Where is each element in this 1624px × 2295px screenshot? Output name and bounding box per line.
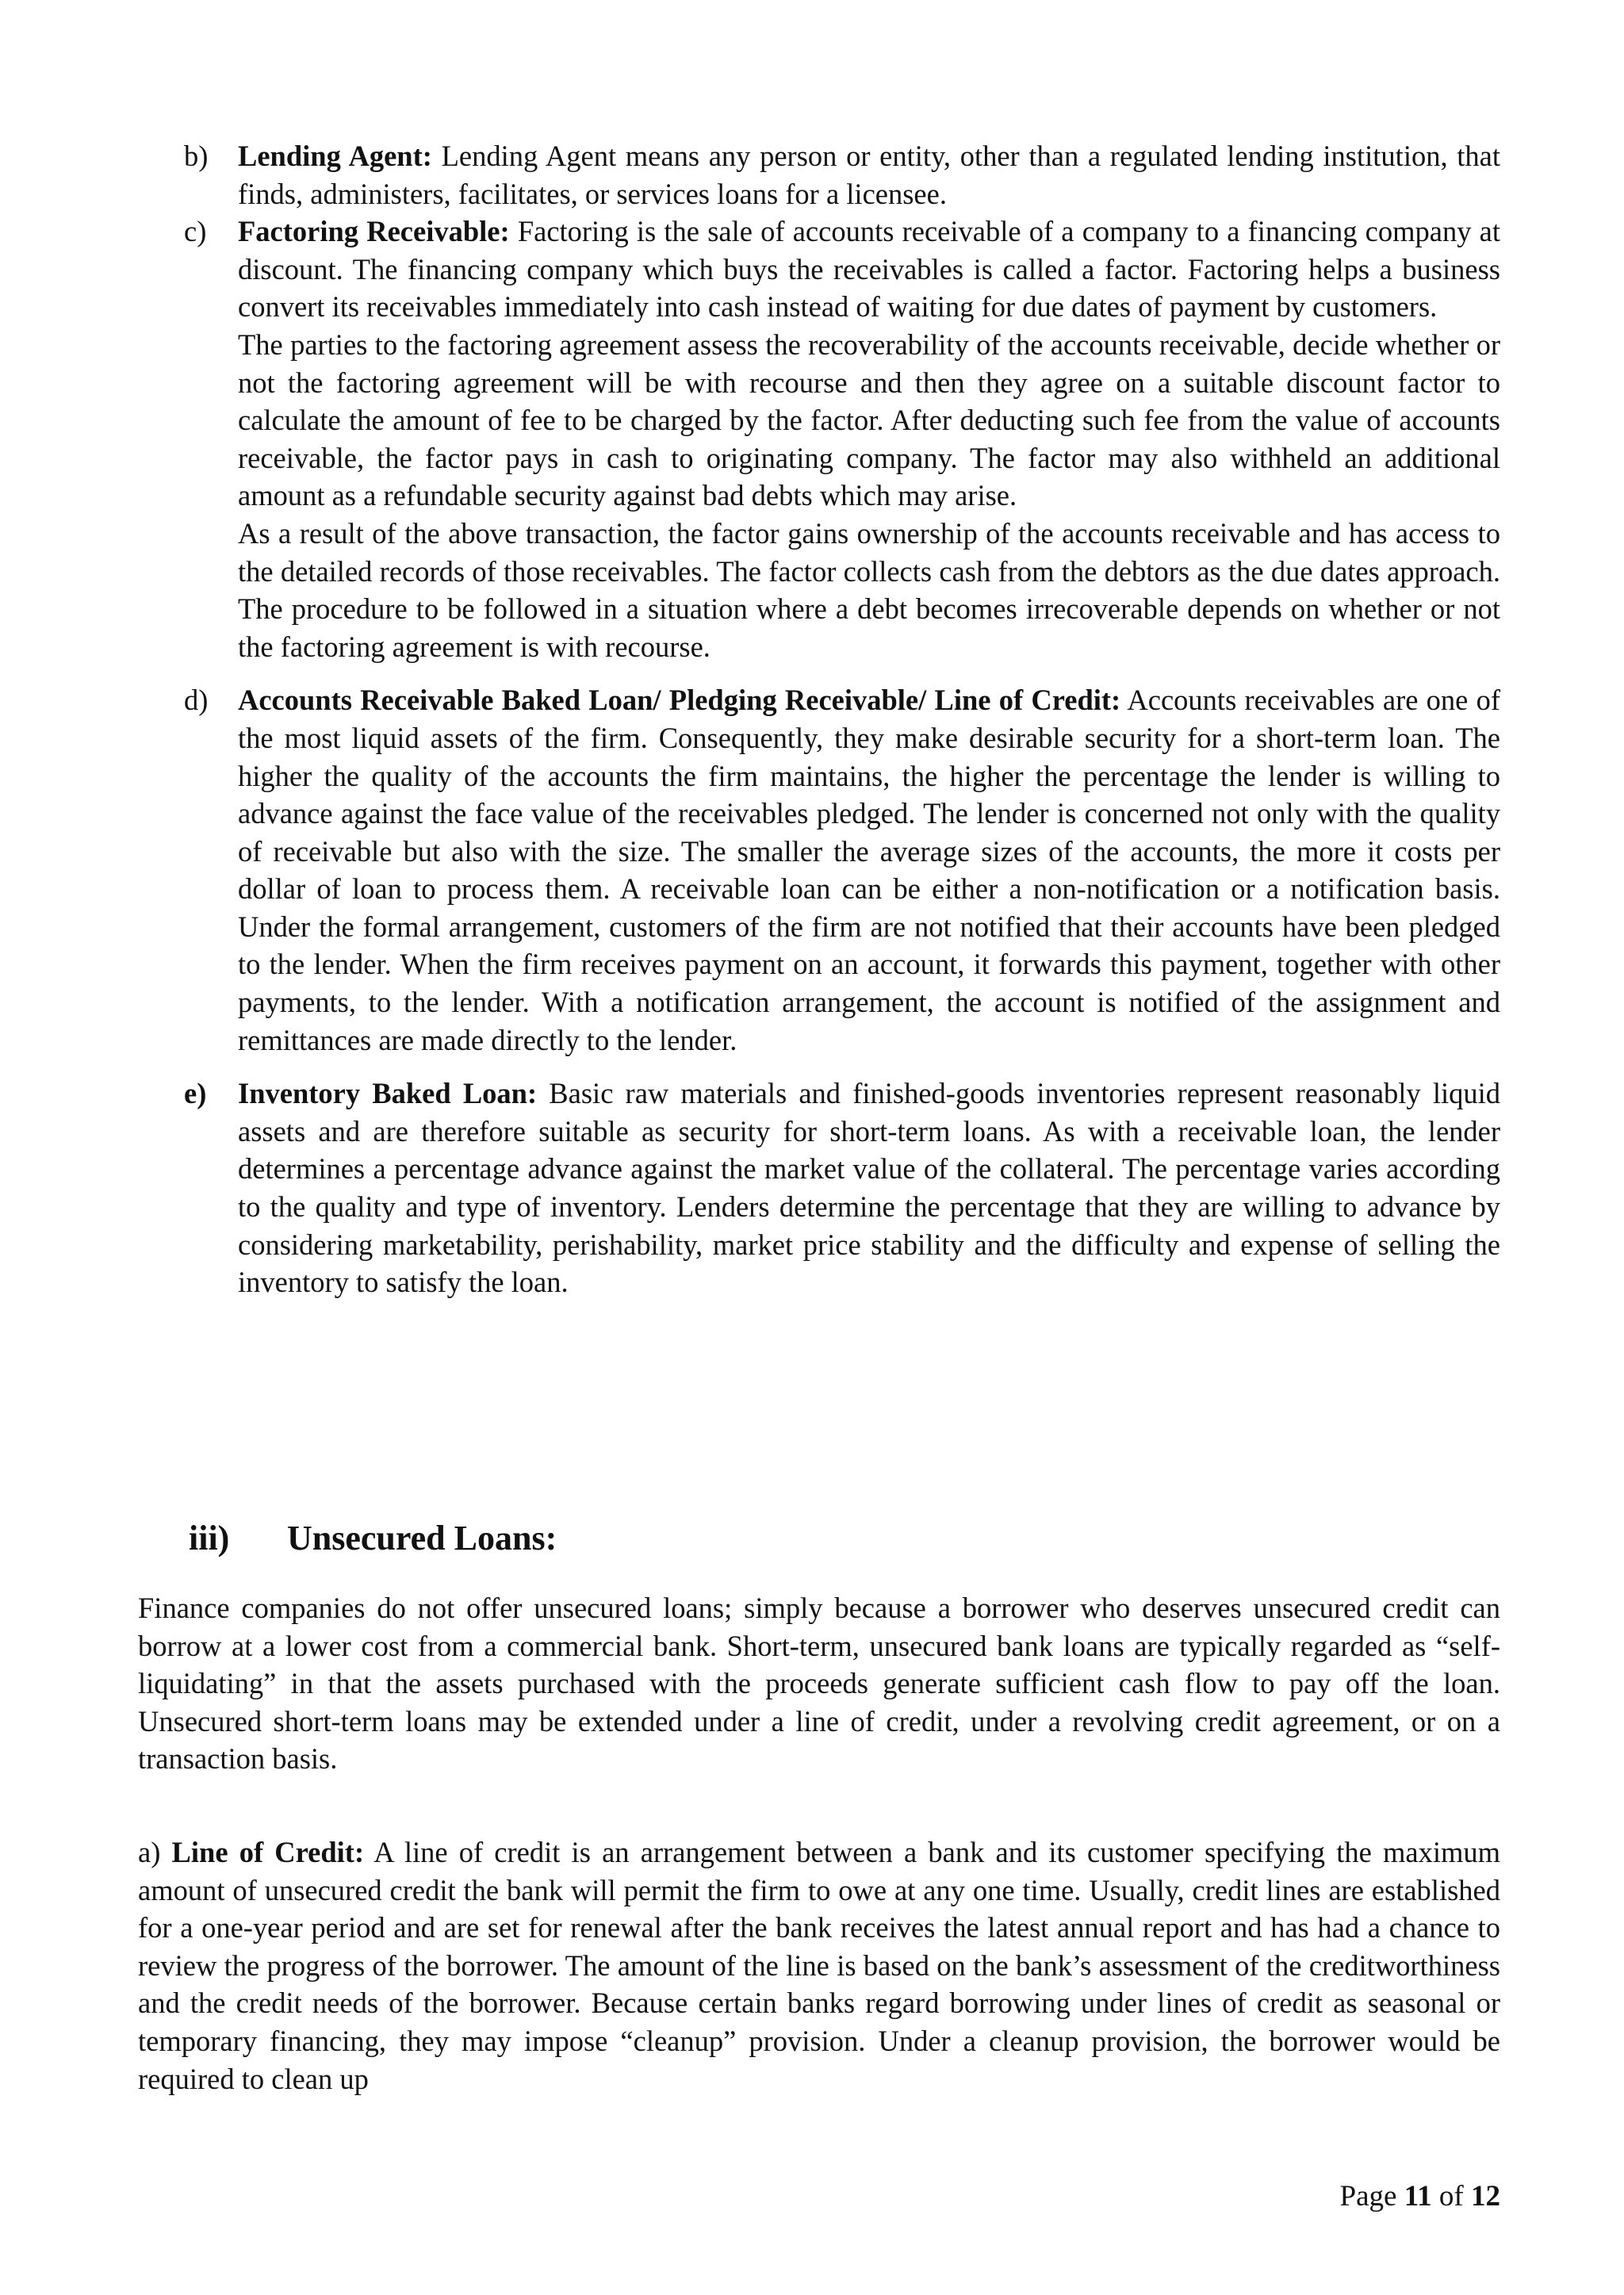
item-text: Lending Agent means any person or entity, other than a regulated lending institution, that finds, administers, facilitates, or services loans for a licensee. xyxy=(238,140,1501,210)
item-paragraph: The parties to the factoring agreement assess the recoverability of the accounts receivable, decide whether or not the factoring agreement will be with recourse and then they agree on a suitable discount factor to calculate the amount of fee to be charged by the factor. After deducting such fee from the value of accounts receivable, the factor pays in cash to originating company. The factor may also withheld an additional amount as a refundable security against bad debts which may arise. xyxy=(238,328,1500,512)
page-label: Page xyxy=(1339,2180,1397,2213)
list-item-inventory-loan xyxy=(184,1075,1500,1301)
section-number: iii) xyxy=(189,1519,230,1557)
list-marker: c) xyxy=(184,215,207,248)
term-factoring-receivable: Factoring Receivable: xyxy=(238,215,510,248)
page-total: 12 xyxy=(1471,2180,1500,2213)
term-accounts-receivable-loan: Accounts Receivable Baked Loan/ Pledging Receivable/ Line of Credit: xyxy=(238,684,1121,717)
item-paragraph: As a result of the above transaction, the factor gains ownership of the accounts receivable and has access to the detailed records of those receivables. The factor collects cash from the debtors as the due dates approach. The procedure to be followed in a situation where a debt becomes irrecoverable depends on whether or not the factoring agreement is with recourse. xyxy=(238,516,1500,663)
list-item-lending-agent xyxy=(184,137,1500,213)
page-footer xyxy=(1340,2178,1500,2216)
page-number: 11 xyxy=(1404,2180,1432,2213)
list-marker: b) xyxy=(184,140,209,172)
list-marker: d) xyxy=(184,684,209,717)
line-of-credit-paragraph xyxy=(138,1833,1500,2098)
item-text: Factoring is the sale of accounts receivable of a company to a financing company at discount. The financing company which buys the receivables is called a factor. Factoring helps a business convert its receivables immediately into cash instead of waiting for due dates of payment by customers. xyxy=(238,215,1500,324)
page-of-label: of xyxy=(1438,2180,1464,2213)
section-intro: Finance companies do not offer unsecured loans; simply because a borrower who deserves unsecured credit can borrow at a lower cost from a commercial bank. Short-term, unsecured bank loans are typically regarded as “self-liquidating” in that the assets purchased with the proceeds generate sufficient cash flow to pay off the loan. Unsecured short-term loans may be extended under a line of credit, under a revolving credit agreement, or on a transaction basis. xyxy=(138,1592,1500,1776)
section-heading xyxy=(189,1515,1457,1562)
list-item-factoring-receivable xyxy=(184,213,1500,665)
term-lending-agent: Lending Agent: xyxy=(238,140,432,172)
definition-list xyxy=(184,137,1500,1301)
sub-text: A line of credit is an arrangement between a bank and its customer specifying the maximum amount of unsecured credit the bank will permit the firm to owe at any one time. Usually, credit lines are established for a one-year period and are set for renewal after the bank receives the latest annual report and has had a chance to review the progress of the borrower. The amount of the line is based on the bank’s assessment of the creditworthiness and the credit needs of the borrower. Because certain banks regard borrowing under lines of credit as seasonal or temporary financing, they may impose “cleanup” provision. Under a cleanup provision, the borrower would be required to clean up xyxy=(138,1836,1500,2095)
item-text: Accounts receivables are one of the most liquid assets of the firm. Consequently, they make desirable security for a short-term loan. The higher the quality of the accounts the firm maintains, the higher the percentage the lender is willing to advance against the face value of the receivables pledged. The lender is concerned not only with the quality of receivable but also with the size. The smaller the average sizes of the accounts, the more it costs per dollar of loan to process them. A receivable loan can be either a non-notification or a notification basis. Under the formal arrangement, customers of the firm are not notified that their accounts have been pledged to the lender. When the firm receives payment on an account, it forwards this payment, together with other payments, to the lender. With a notification arrangement, the account is notified of the assignment and remittances are made directly to the lender. xyxy=(238,684,1500,1056)
term-line-of-credit: Line of Credit: xyxy=(171,1836,365,1868)
list-marker: e) xyxy=(184,1077,207,1110)
item-text: Basic raw materials and finished-goods inventories represent reasonably liquid assets and are therefore suitable as security for short-term loans. As with a receivable loan, the lender determines a percentage advance against the market value of the collateral. The percentage varies according to the quality and type of inventory. Lenders determine the percentage that they are willing to advance by considering marketability, perishability, market price stability and the difficulty and expense of selling the inventory to satisfy the loan. xyxy=(238,1077,1501,1299)
term-inventory-loan: Inventory Baked Loan: xyxy=(238,1077,538,1110)
section-title: Unsecured Loans: xyxy=(287,1519,557,1557)
list-item-accounts-receivable-loan xyxy=(184,681,1500,1059)
sub-marker: a) xyxy=(138,1836,161,1868)
